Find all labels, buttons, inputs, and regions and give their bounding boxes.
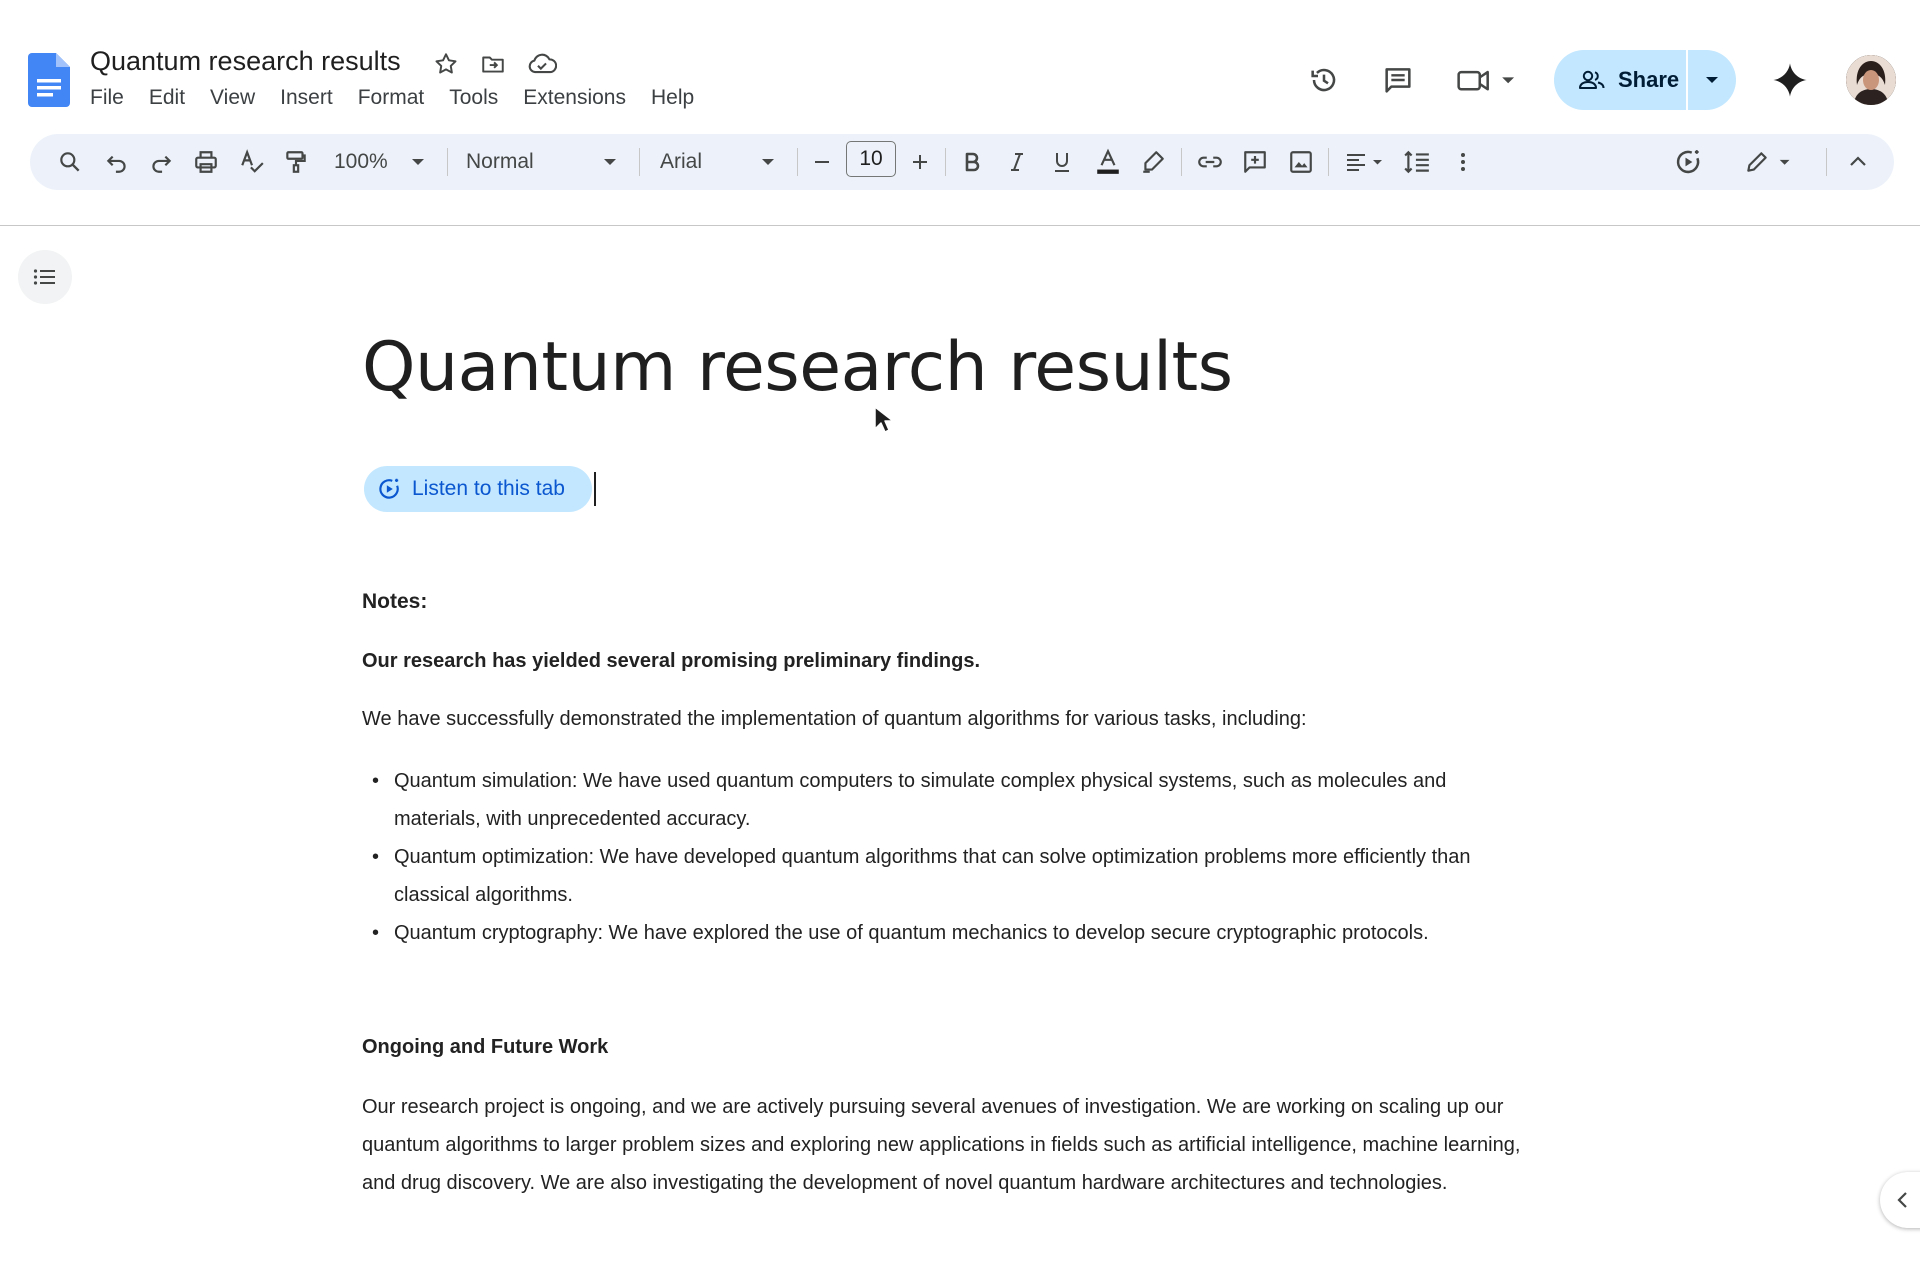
add-comment-icon[interactable] [1235, 142, 1275, 182]
line-spacing-icon[interactable] [1397, 142, 1437, 182]
listen-chip-label: Listen to this tab [412, 477, 565, 500]
underline-icon[interactable] [1042, 142, 1082, 182]
italic-icon[interactable] [997, 142, 1037, 182]
highlight-icon[interactable] [1133, 142, 1173, 182]
list-item[interactable] [362, 914, 1471, 952]
chevron-left-icon [1892, 1189, 1914, 1211]
mouse-pointer-icon [873, 405, 895, 435]
bold-icon[interactable] [952, 142, 992, 182]
toolbar-separator [797, 148, 798, 176]
bullet-line: classical algorithms. [394, 884, 573, 906]
spellcheck-icon[interactable] [232, 142, 272, 182]
comments-icon[interactable] [1378, 60, 1418, 100]
people-icon [1578, 68, 1606, 92]
share-label: Share [1618, 67, 1680, 92]
menu-help[interactable]: Help [650, 86, 695, 109]
notes-label[interactable]: Notes: [362, 590, 428, 613]
bullet-line: Quantum simulation: We have used quantum computers to simulate complex physical systems, such as molecules and [394, 770, 1447, 792]
version-history-icon[interactable] [1304, 60, 1344, 100]
document-heading[interactable]: Quantum research results [362, 328, 1233, 407]
toolbar-separator [1328, 148, 1329, 176]
future-work-paragraph[interactable]: Our research project is ongoing, and we are actively pursuing several avenues of investigation. We are working on scaling up our quantum algorithms to larger problem sizes and exploring new applications in fields such as artificial intelligence, machine learning, and drug discovery. We are also investigating the development of novel quantum hardware architectures and technologies. [362, 1096, 1521, 1194]
menu-view[interactable]: View [210, 86, 256, 109]
findings-list [362, 762, 1471, 952]
zoom-select[interactable]: 100% [334, 150, 388, 173]
gemini-icon[interactable] [1770, 60, 1810, 100]
zoom-caret-icon[interactable] [398, 142, 438, 182]
toolbar-separator [639, 148, 640, 176]
listen-chip-icon [376, 476, 402, 502]
move-to-folder-icon[interactable] [477, 48, 509, 80]
toolbar-separator [447, 148, 448, 176]
paint-format-icon[interactable] [276, 142, 316, 182]
search-menus-icon[interactable] [50, 142, 90, 182]
share-options-button[interactable] [1688, 50, 1736, 110]
text-color-icon[interactable] [1088, 142, 1128, 182]
toolbar-separator [1826, 148, 1827, 176]
print-icon[interactable] [186, 142, 226, 182]
caret-down-icon [1704, 75, 1720, 85]
listen-icon[interactable] [1668, 142, 1708, 182]
menu-tools[interactable]: Tools [449, 86, 499, 109]
toolbar-separator [1181, 148, 1182, 176]
toolbar-separator [945, 148, 946, 176]
account-avatar[interactable] [1846, 55, 1896, 105]
menu-edit[interactable]: Edit [148, 86, 186, 109]
list-item[interactable] [362, 838, 1471, 914]
font-size-input[interactable]: 10 [846, 141, 896, 177]
insert-image-icon[interactable] [1281, 142, 1321, 182]
bullet-line: materials, with unprecedented accuracy. [394, 808, 751, 830]
section-heading[interactable]: Ongoing and Future Work [362, 1036, 609, 1058]
cloud-saved-icon[interactable] [526, 48, 558, 80]
bullet-line: Quantum cryptography: We have explored the use of quantum mechanics to develop secure cryptographic protocols. [394, 922, 1429, 944]
toolbar-divider [0, 225, 1920, 226]
paragraph-style-select[interactable]: Normal [466, 150, 534, 173]
intro-paragraph[interactable]: We have successfully demonstrated the implementation of quantum algorithms for various tasks, including: [362, 708, 1307, 730]
star-icon[interactable] [430, 48, 462, 80]
bullet-line: Quantum optimization: We have developed quantum algorithms that can solve optimization problems more efficiently than [394, 846, 1471, 868]
redo-icon[interactable] [141, 142, 181, 182]
document-outline-button[interactable] [18, 250, 72, 304]
menu-insert[interactable]: Insert [280, 86, 333, 109]
docs-logo-icon[interactable] [28, 53, 70, 107]
side-panel-toggle[interactable] [1880, 1172, 1920, 1228]
font-caret-icon[interactable] [748, 142, 788, 182]
menu-extensions[interactable]: Extensions [523, 86, 626, 109]
menu-bar [90, 86, 694, 110]
text-cursor [594, 472, 596, 506]
undo-icon[interactable] [97, 142, 137, 182]
style-caret-icon[interactable] [590, 142, 630, 182]
decrease-font-size-icon[interactable] [802, 142, 842, 182]
list-item[interactable] [362, 762, 1471, 838]
share-button[interactable] [1554, 50, 1686, 110]
insert-link-icon[interactable] [1190, 142, 1230, 182]
lead-paragraph[interactable]: Our research has yielded several promising preliminary findings. [362, 650, 980, 672]
editing-mode-icon[interactable] [1740, 142, 1800, 182]
menu-format[interactable]: Format [357, 86, 425, 109]
meet-video-icon[interactable] [1454, 60, 1524, 100]
collapse-menus-icon[interactable] [1838, 142, 1878, 182]
listen-to-this-tab-chip[interactable] [364, 466, 592, 512]
more-options-icon[interactable] [1443, 142, 1483, 182]
document-title[interactable]: Quantum research results [90, 46, 401, 76]
outline-list-icon [33, 268, 57, 286]
menu-file[interactable]: File [90, 86, 124, 109]
share-button-group [1554, 50, 1736, 110]
align-icon[interactable] [1338, 142, 1394, 182]
increase-font-size-icon[interactable] [900, 142, 940, 182]
font-select[interactable]: Arial [660, 150, 703, 173]
